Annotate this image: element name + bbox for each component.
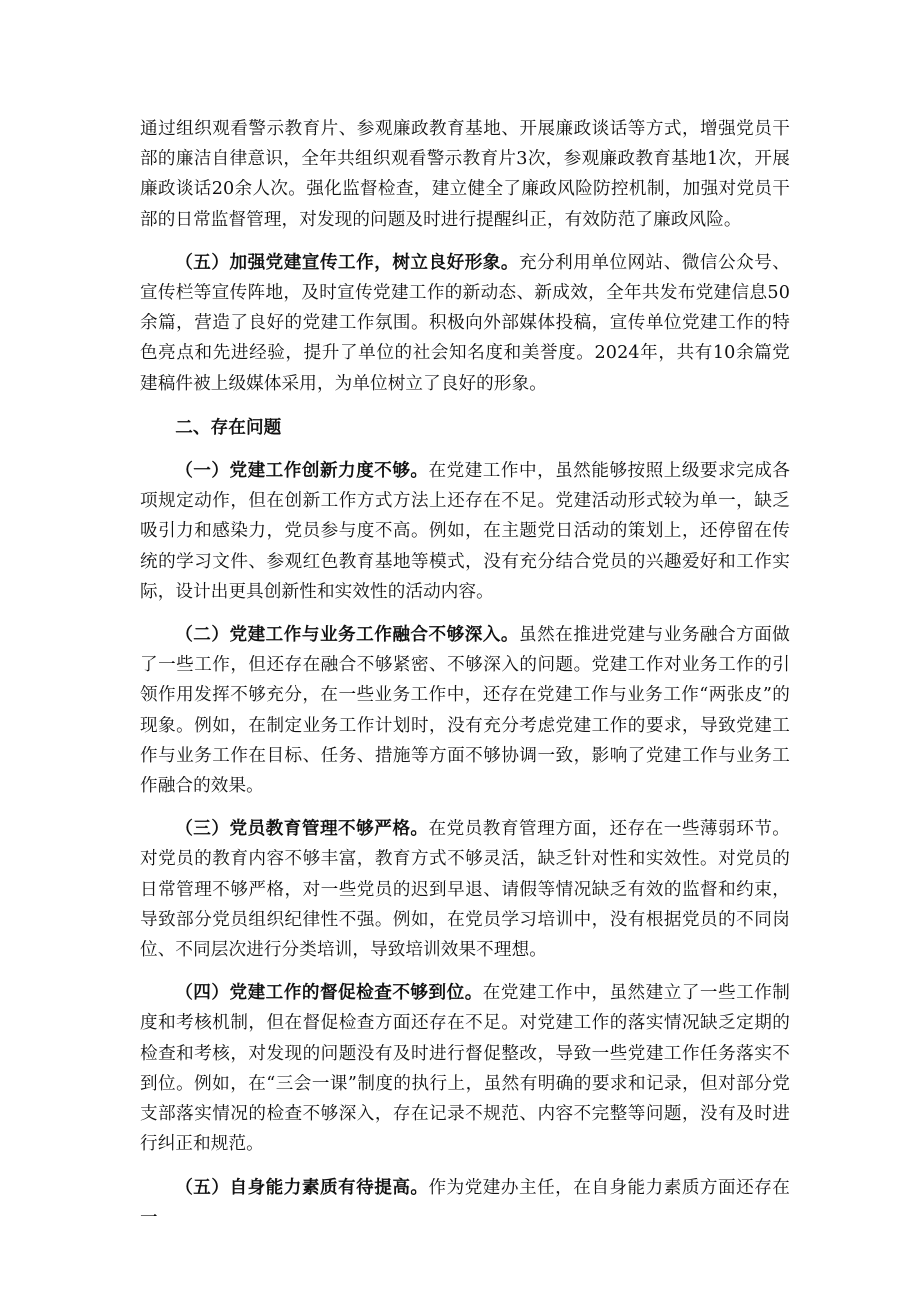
document-page xyxy=(140,114,790,1233)
paragraph-heading: （二）党建工作与业务工作融合不够深入。 xyxy=(175,624,519,646)
paragraph-innovation xyxy=(140,456,790,607)
section-title-problems: 二、存在问题 xyxy=(175,416,282,438)
paragraph-body: 在党员教育管理方面，还存在一些薄弱环节。对党员的教育内容不够丰富，教育方式不够灵活，缺乏针对性和实效性。对党员的日常管理不够严格，对一些党员的迟到早退、请假等情况缺乏有效的监督和约束，导致部分党员组织纪律性不强。例如，在党员学习培训中，没有根据党员的不同岗位、不同层次进行分类培训，导致培训效果不理想。 xyxy=(140,819,790,961)
paragraph-heading: （三）党员教育管理不够严格。 xyxy=(175,818,429,840)
paragraph-body: 虽然在推进党建与业务融合方面做了一些工作，但还存在融合不够紧密、不够深入的问题。党建工作对业务工作的引领作用发挥不够充分，在一些业务工作中，还存在党建工作与业务工作“两张皮”的现象。例如，在制定业务工作计划时，没有充分考虑党建工作的要求，导致党建工作与业务工作在目标、任务、措施等方面不够协调一致，影响了党建工作与业务工作融合的效果。 xyxy=(140,625,790,797)
paragraph-body: 作为党建办主任，在自身能力素质方面还存在一 xyxy=(140,1177,790,1228)
paragraph-body: 在党建工作中，虽然建立了一些工作制度和考核机制，但在督促检查方面还存在不足。对党建工作的落实情况缺乏定期的检查和考核，对发现的问题没有及时进行督促整改，导致一些党建工作任务落实不到位。例如，在“三会一课”制度的执行上，虽然有明确的要求和记录，但对部分党支部落实情况的检查不够深入，存在记录不规范、内容不完整等问题，没有及时进行纠正和规范。 xyxy=(140,983,791,1155)
paragraph-heading: （五）加强党建宣传工作，树立良好形象。 xyxy=(175,251,519,273)
paragraph-supervision xyxy=(140,978,790,1159)
paragraph-publicity xyxy=(140,248,790,399)
paragraph-body: 充分利用单位网站、微信公众号、宣传栏等宣传阵地，及时宣传党建工作的新动态、新成效，全年共发布党建信息50余篇，营造了良好的党建工作氛围。积极向外部媒体投稿，宣传单位党建工作的特色亮点和先进经验，提升了单位的社会知名度和美誉度。2024年，共有10余篇党建稿件被上级媒体采用，为单位树立了良好的形象。 xyxy=(140,252,790,394)
paragraph-body: 在党建工作中，虽然能够按照上级要求完成各项规定动作，但在创新工作方式方法上还存在不足。党建活动形式较为单一，缺乏吸引力和感染力，党员参与度不高。例如，在主题党日活动的策划上，还停留在传统的学习文件、参观红色教育基地等模式，没有充分结合党员的兴趣爱好和工作实际，设计出更具创新性和实效性的活动内容。 xyxy=(140,461,790,602)
paragraph-integrity-education: 通过组织观看警示教育片、参观廉政教育基地、开展廉政谈话等方式，增强党员干部的廉洁自律意识，全年共组织观看警示教育片3次，参观廉政教育基地1次，开展廉政谈话20余人次。强化监督检查，建立健全了廉政风险防控机制，加强对党员干部的日常监督管理，对发现的问题及时进行提醒纠正，有效防范了廉政风险。 xyxy=(140,119,790,230)
paragraph-heading: （一）党建工作创新力度不够。 xyxy=(175,460,429,482)
paragraph-heading: （五）自身能力素质有待提高。 xyxy=(175,1176,429,1198)
paragraph-integration xyxy=(140,620,790,801)
paragraph-heading: （四）党建工作的督促检查不够到位。 xyxy=(175,982,483,1004)
paragraph-self-ability xyxy=(140,1173,790,1233)
paragraph-member-management xyxy=(140,814,790,965)
